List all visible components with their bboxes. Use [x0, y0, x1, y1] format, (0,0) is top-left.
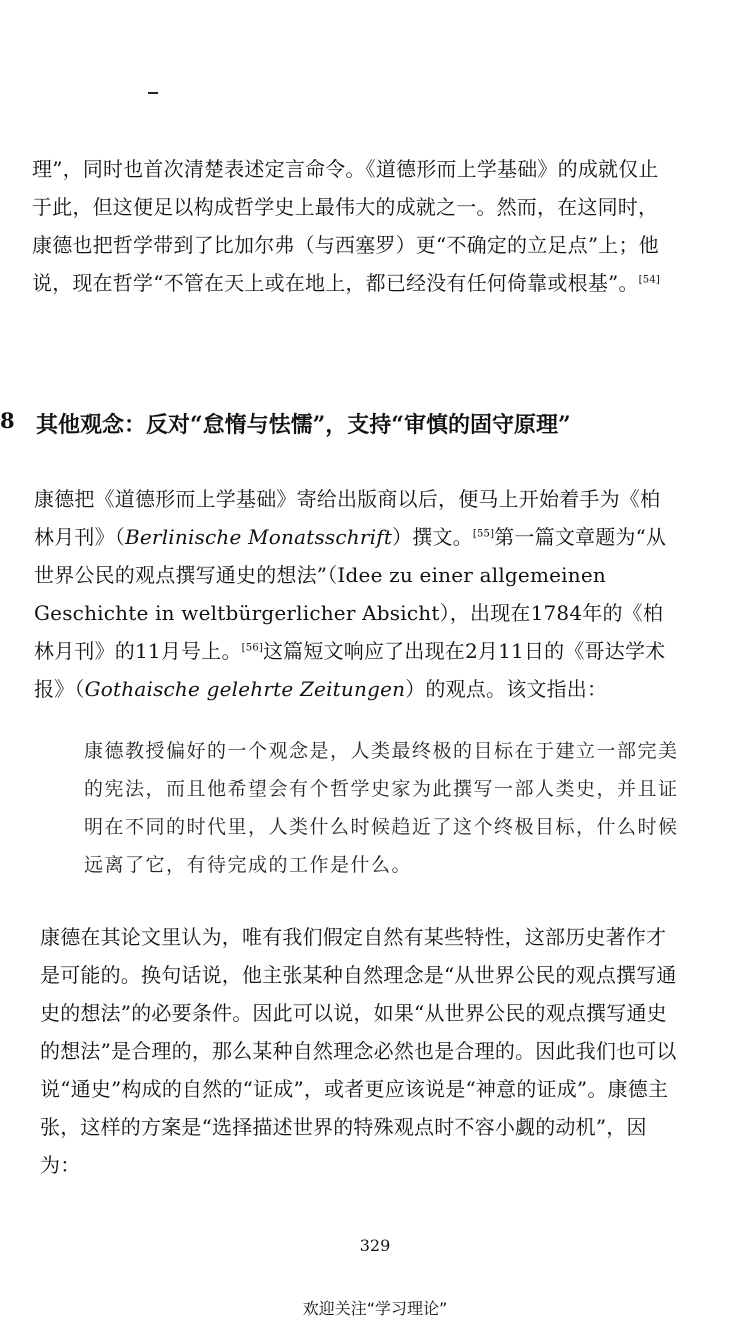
footer-watermark-text: 欢迎关注“学习理论”: [302, 1299, 448, 1318]
section-heading: 其他观念：反对“怠惰与怯懦”，支持“审慎的固守原理”: [36, 412, 571, 438]
paragraph-2: 康德把《道德形而上学基础》寄给出版商以后，便马上开始着手为《柏林月刊》（Berlinische Monatsschrift）撰文。[55]第一篇文章题为“从世界公民的观点撰写通史的想法”（Idee zu einer allgemeinen Geschichte in weltbürgerlicher Absicht），出现在1784年的《柏林月刊》的11月号上。[56]这篇短文响应了出现在2月11日的《哥达学术报》（Gothaische gelehrte Zeitungen）的观点。该文指出：: [34, 487, 667, 701]
section-number: 8: [0, 408, 15, 433]
italic-title-gothaische: Gothaische gelehrte Zeitungen: [84, 677, 406, 701]
scan-mark: [148, 92, 158, 94]
block-quote: 康德教授偏好的一个观念是，人类最终极的目标在于建立一部完美的宪法，而且他希望会有个哲学史家为此撰写一部人类史，并且证明在不同的时代里，人类什么时候趋近了这个终极目标，什么时候远离了它，有待完成的工作是什么。: [84, 740, 679, 876]
footnote-ref-56[interactable]: [56]: [241, 642, 263, 654]
italic-title-berlinische: Berlinische Monatsschrift: [125, 525, 393, 549]
footnote-ref-55[interactable]: [55]: [472, 528, 495, 540]
footnote-ref-54[interactable]: [54]: [638, 274, 660, 286]
paragraph-3: 康德在其论文里认为，唯有我们假定自然有某些特性，这部历史著作才是可能的。换句话说，他主张某种自然理念是“从世界公民的观点撰写通史的想法”的必要条件。因此可以说，如果“从世界公民的观点撰写通史的想法”是合理的，那么某种自然理念必然也是合理的。因此我们也可以说“通史”构成的自然的“证成”，或者更应该说是“神意的证成”。康德主张，这样的方案是“选择描述世界的特殊观点时不容小觑的动机”，因为：: [40, 925, 677, 1177]
page-number: 329: [359, 1236, 391, 1255]
paragraph-1: 理”，同时也首次清楚表述定言命令。《道德形而上学基础》的成就仅止于此，但这便足以构成哲学史上最伟大的成就之一。然而，在这同时，康德也把哲学带到了比加尔弗（与西塞罗）更“不确定的立足点”上；他说，现在哲学“不管在天上或在地上，都已经没有任何倚靠或根基”。[54]: [32, 157, 660, 295]
